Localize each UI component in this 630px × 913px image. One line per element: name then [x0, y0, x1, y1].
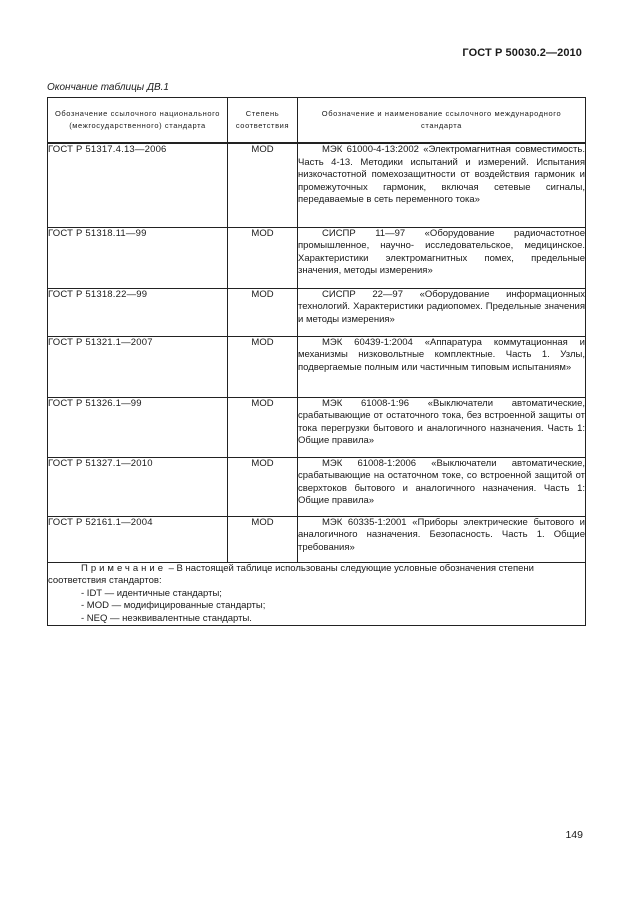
header-degree: Степень соответствия — [228, 98, 298, 144]
international-standard-cell: МЭК 61008-1:2006 «Выключатели автоматические, срабатывающие на остаточном токе, со встроенной защитой от сверхтоков бытового и аналогичного назначения. Часть 1: Общие правила» — [298, 457, 586, 516]
table-row — [48, 143, 586, 227]
national-standard-cell: ГОСТ Р 51321.1—2007 — [48, 336, 228, 397]
table-note — [48, 562, 586, 626]
table-row — [48, 288, 586, 336]
national-standard-cell: ГОСТ Р 51326.1—99 — [48, 397, 228, 457]
table-header-row — [48, 98, 586, 144]
international-standard-cell: СИСПР 22—97 «Оборудование информационных технологий. Характеристики радиопомех. Предельные значения и методы измерения» — [298, 288, 586, 336]
table-note-row — [48, 562, 586, 626]
national-standard-cell: ГОСТ Р 51317.4.13—2006 — [48, 143, 228, 227]
table-row — [48, 397, 586, 457]
table-row — [48, 516, 586, 562]
page-number: 149 — [565, 829, 583, 841]
note-item-idt: - IDT — идентичные стандарты; — [81, 587, 222, 599]
standards-table — [47, 97, 586, 626]
note-item-mod: - MOD — модифицированные стандарты; — [81, 600, 266, 611]
table-caption: Окончание таблицы ДВ.1 — [47, 82, 169, 93]
degree-cell: MOD — [228, 288, 298, 336]
international-standard-cell: МЭК 60335-1:2001 «Приборы электрические бытового и аналогичного назначения. Безопасность. Часть 1. Общие требования» — [298, 516, 586, 562]
note-lead: Примечание — [81, 562, 166, 574]
document-code: ГОСТ Р 50030.2—2010 — [462, 47, 582, 59]
national-standard-cell: ГОСТ Р 51318.11—99 — [48, 227, 228, 288]
international-standard-cell: МЭК 60439-1:2004 «Аппаратура коммутационная и механизмы низковольтные комплектные. Часть 1. Узлы, подвергаемые полным или частичным типовым испытаниям» — [298, 336, 586, 397]
note-item-neq: - NEQ — неэквивалентные стандарты. — [81, 612, 252, 624]
national-standard-cell: ГОСТ Р 52161.1—2004 — [48, 516, 228, 562]
international-standard-cell: СИСПР 11—97 «Оборудование радиочастотное промышленное, научно- исследовательское, медицинское. Характеристики электромагнитных помех, предельные значения, методы измерения» — [298, 227, 586, 288]
degree-cell: MOD — [228, 227, 298, 288]
international-standard-cell: МЭК 61008-1:96 «Выключатели автоматические, срабатывающие от остаточного тока, без встроенной защиты от тока перегрузки бытового и аналогичного назначения. Часть 1: Общие правила» — [298, 397, 586, 457]
national-standard-cell: ГОСТ Р 51318.22—99 — [48, 288, 228, 336]
degree-cell: MOD — [228, 143, 298, 227]
note-intro — [48, 563, 585, 588]
header-national-standard: Обозначение ссылочного национального (межгосударственного) стандарта — [48, 98, 228, 144]
degree-cell: MOD — [228, 457, 298, 516]
table-row — [48, 336, 586, 397]
table-row — [48, 227, 586, 288]
note-text: – В настоящей таблице использованы следующие условные обозначения степени соответствия стандартов: — [48, 562, 534, 586]
table-row — [48, 457, 586, 516]
national-standard-cell: ГОСТ Р 51327.1—2010 — [48, 457, 228, 516]
degree-cell: MOD — [228, 516, 298, 562]
degree-cell: MOD — [228, 397, 298, 457]
international-standard-cell: МЭК 61000-4-13:2002 «Электромагнитная совместимость. Часть 4-13. Методики испытаний и измерений. Испытания низкочастотной помехозащитности от воздействия гармоник и промежуточных гармоник, включая сетевые сигналы, передаваемые в сеть переменного тока» — [298, 143, 586, 227]
degree-cell: MOD — [228, 336, 298, 397]
header-international-standard: Обозначение и наименование ссылочного международного стандарта — [298, 98, 586, 144]
